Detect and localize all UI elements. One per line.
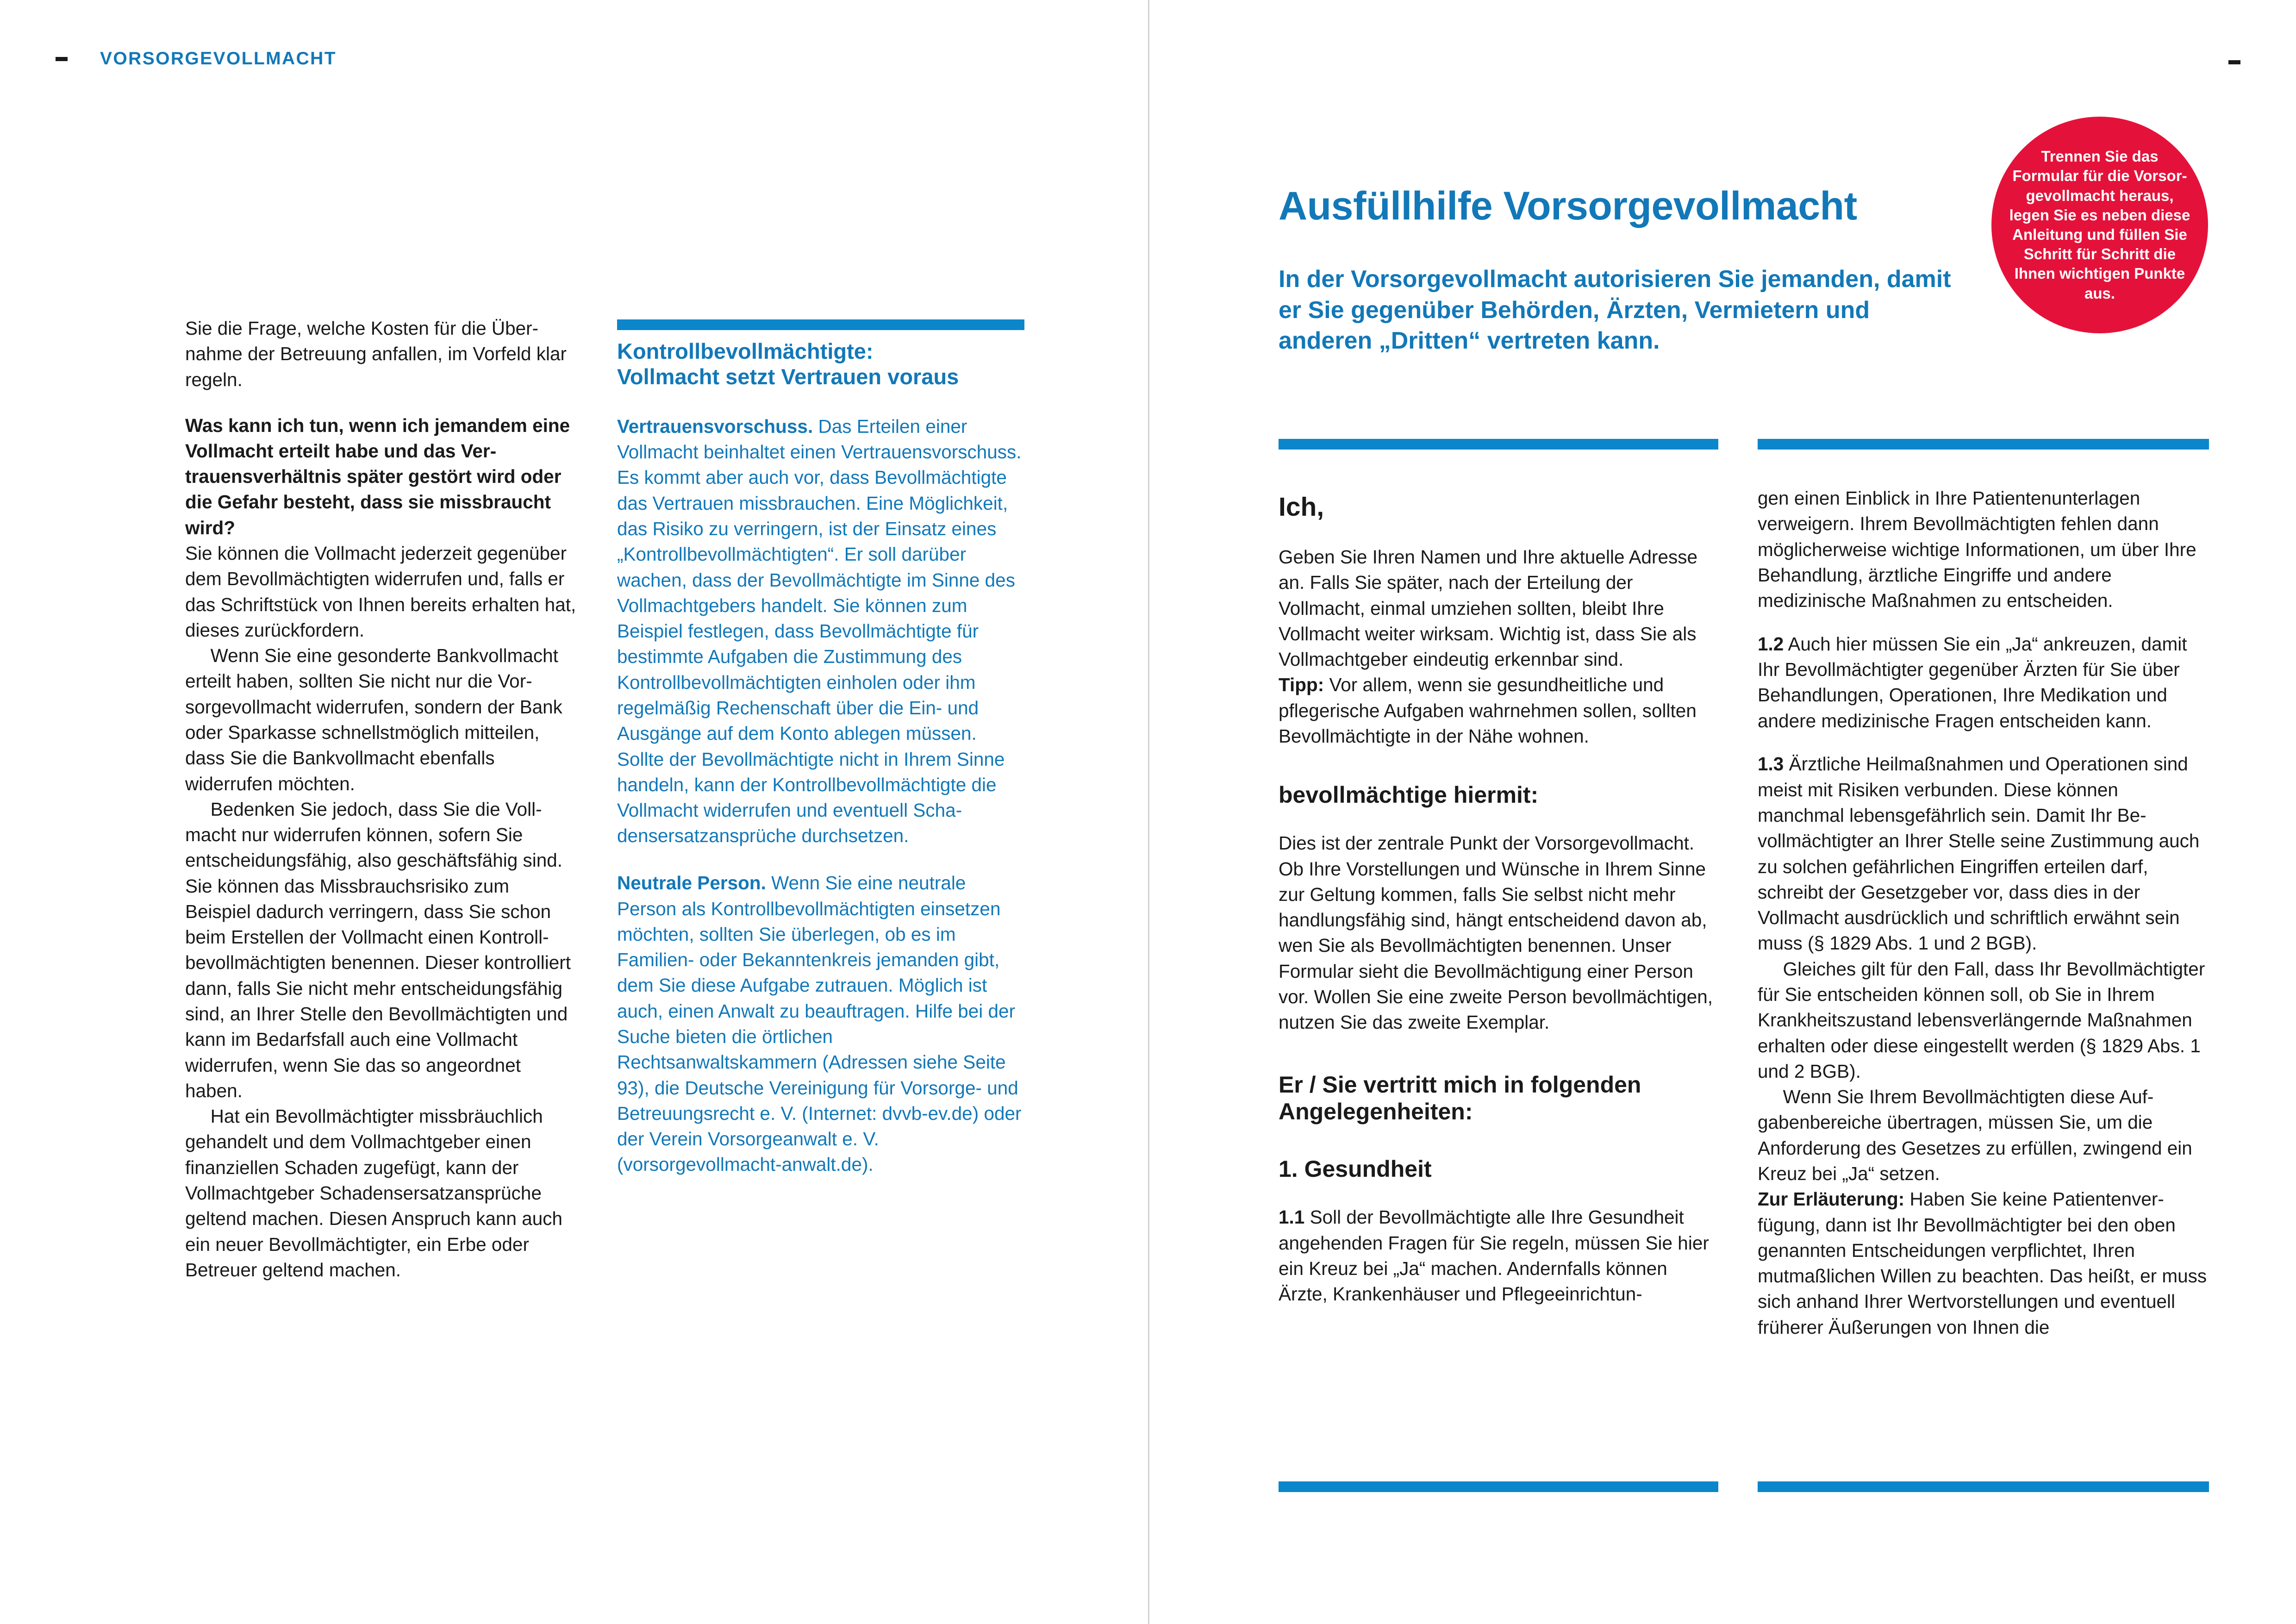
tipp-label: Tipp: [1279,674,1324,696]
section-heading-line-2: Vollmacht setzt Vertrauen voraus [617,364,959,389]
page-deck: In der Vorsorgevollmacht autorisieren Sie jemanden, damit er Sie gegenüber Behörden, Ärzten, Vermietern und anderen „Dritten“ vertreten kann. [1279,266,1951,355]
section-heading [617,338,1024,390]
item-number: 1.1 [1279,1206,1305,1228]
right-column-3 [1279,439,1718,1307]
paragraph: Wenn Sie Ihrem Bevollmächtigten diese Aufgabenbereiche übertragen, müssen Sie, um die Anforderung des Gesetzes zu erfüllen, zwingend ein Kreuz bei „Ja“ setzen. [1758,1086,2192,1184]
run-in-label: Neutrale Person. [617,872,766,894]
form-field-heading-bevollmaechtige: bevollmächtige hiermit: [1279,782,1539,808]
blue-paragraph-vertrauensvorschuss [617,414,1024,849]
left-column-2 [617,319,1024,1178]
tipp-paragraph [1279,672,1718,749]
question-heading: Was kann ich tun, wenn ich jemandem eine Vollmacht erteilt habe und das Vertrauensverhältnis später gestört wird oder die Gefahr besteht, dass sie missbraucht wird? [185,414,570,538]
run-in-text: Wenn Sie eine neutrale Person als Kontrollbevollmächtigten einsetzen möchten, sollten Sie überlegen, ob es im Familien- oder Bekanntenkreis jemanden gibt, dem Sie diese Aufgabe zutrauen. Möglich ist auch, einen Anwalt zu beauftragen. Hilfe bei der Suche bieten die örtlichen Rechtsanwaltskammern (Adressen siehe Seite 93), die Deutsche Vereinigung für Vorsorge- und Betreuungsrecht e. V. (Internet: dvvb-ev.de) oder der Verein Vorsorgeanwalt e. V. (vorsorgevollmacht-anwalt.de). [617,872,1022,1175]
left-column-1 [185,316,576,1283]
right-column-4 [1758,439,2209,1340]
form-item-1-1 [1279,1205,1718,1307]
paragraph-continued: gen einen Einblick in Ihre Patientenunterlagen verweigern. Ihrem Bevollmächtigten fehlen dann möglicherweise wichtige Informationen, um über Ihre Behandlung, ärztliche Eingriffe und andere medizinische Maßnahmen zu entscheiden. [1758,487,2196,612]
paragraph: Geben Sie Ihren Namen und Ihre aktuelle Adresse an. Falls Sie später, nach der Erteilung der Vollmacht, einmal umziehen sollten, bleibt Ihre Vollmacht weiter wirksam. Wichtig ist, dass Sie als Vollmachtgeber eindeutig erkennbar sind. [1279,546,1698,670]
form-field-heading-vertritt [1279,1071,1718,1125]
paragraph-spacer [1758,734,2209,751]
page-title: Ausfüllhilfe Vorsorgevollmacht [1279,184,1857,228]
page-gutter-divider [1148,0,1149,1624]
form-field-heading-ich: Ich, [1279,492,1324,522]
column-4-body [1758,486,2209,1340]
column-rule-bottom-left [1279,1481,1718,1492]
form-item-1-3 [1758,751,2209,956]
item-text: Ärztliche Heilmaßnahmen und Operationen sind meist mit Risiken verbunden. Diese können manchmal lebensgefährlich sein. Damit Ihr Bevollmächtigter an Ihrer Stelle seine Zustimmung auch zu solchen gefährlichen Eingriffen erteilen darf, schreibt der Gesetzgeber vor, dass dies in der Vollmacht ausdrücklich und schriftlich erwähnt sein muss (§ 1829 Abs. 1 und 2 BGB). [1758,753,2200,954]
run-in-text: Das Erteilen einer Vollmacht beinhaltet einen Vertrauensvorschuss. Es kommt aber auch vor, dass Bevollmächtigte das Vertrauen missbrauchen. Eine Möglichkeit, das Risiko zu verringern, ist der Einsatz eines „Kontrollbevollmächtigten“. Er soll darüber wachen, dass der Bevollmächtigte im Sinne des Vollmachtgebers handelt. Sie können zum Beispiel festlegen, dass Bevollmächtigte für bestimmte Aufgaben die Zustimmung des Kontrollbevollmächtigten einholen oder ihm regelmäßig Rechenschaft über die Ein- und Ausgänge auf dem Konto ablegen müssen. Sollte der Bevollmächtigte nicht in Ihrem Sinne handeln, kann der Kontrollbevollmächtigte die Vollmacht widerrufen und eventuell Schadensersatzansprüche durchsetzen. [617,415,1022,847]
erlaeuterung-paragraph [1758,1187,2209,1340]
section-heading-line-1: Kontrollbevollmächtigte: [617,339,873,363]
paragraph: Dies ist der zentrale Punkt der Vorsorgevollmacht. Ob Ihre Vorstellungen und Wünsche in Ihrem Sinne zur Geltung kommen, falls Sie selbst nicht mehr handlungsfähig sind, hängt entscheidend davon ab, wen Sie als Bevollmächtigten benennen. Unser Formular sieht die Bevollmächtigung einer Person vor. Wollen Sie eine zweite Person bevollmächtigen, nutzen Sie das zweite Exemplar. [1279,832,1713,1033]
run-in-label: Vertrauensvorschuss. [617,415,813,437]
form-field-body-ich [1279,544,1718,749]
paragraph: Hat ein Bevollmächtigter missbräuchlich gehandelt und dem Vollmachtgeber einen finanziellen Schaden zugefügt, kann der Vollmachtgeber Schadensersatzansprüche geltend machen. Diesen Anspruch kann auch ein neuer Bevollmächtigter, ein Erbe oder Betreuer geltend machen. [185,1106,563,1280]
erlaeuterung-label: Zur Erläuterung: [1758,1188,1905,1210]
paragraph: Gleiches gilt für den Fall, dass Ihr Bevollmächtigter für Sie entscheiden können soll, ob Sie in Ihrem Krankheitszustand lebensverlängernde Maßnahmen erhalten oder diese eingestellt werden (§ 1829 Abs. 1 und 2 BGB). [1758,958,2205,1082]
column-rule-top [1279,439,1718,450]
paragraph-spacer [617,849,1024,871]
paragraph-spacer [1758,613,2209,631]
section-spacer [1279,1125,1718,1156]
section-body [617,414,1024,1178]
paragraph [1279,1205,1718,1307]
item-number: 1.3 [1758,753,1784,775]
form-section-heading-gesundheit: 1. Gesundheit [1279,1156,1432,1182]
running-header-title: VORSORGEVOLLMACHT [100,49,337,69]
section-rule-top [617,319,1024,330]
column-rule-bottom-right [1758,1481,2209,1492]
item-text: Auch hier müssen Sie ein „Ja“ ankreuzen, damit Ihr Bevollmächtigter gegenüber Ärzten für Sie über Behandlungen, Operationen, Ihre Medikation und andere medizinische Fragen entscheiden kann. [1758,633,2187,731]
erlaeuterung-text: Haben Sie keine Patientenverfügung, dann ist Ihr Bevollmächtigter bei den oben genannten Entscheidungen verpflichtet, Ihren mutmaßlichen Willen zu beachten. Das heißt, er muss sich anhand Ihrer Wertvorstellungen und eventuell früherer Äußerungen von Ihnen die [1758,1188,2207,1338]
form-item-1-2 [1758,631,2209,734]
rule-spacer [1279,450,1718,492]
heading-line-2: Angelegenheiten: [1279,1099,1473,1125]
folio-dash-right-icon [2228,60,2240,64]
item-text: Soll der Bevollmächtigte alle Ihre Gesundheit angehenden Fragen für Sie regeln, müssen Sie hier ein Kreuz bei „Ja“ machen. Andernfalls können Ärzte, Krankenhäuser und Pflegeeinrichtun- [1279,1206,1709,1305]
callout-sticker-text: Trennen Sie das Formular für die Vorsorgevollmacht heraus, legen Sie es neben diese Anleitung und füllen Sie Schritt für Schritt die Ihnen wichtigen Punkte aus. [2009,148,2190,302]
heading-line-1: Er / Sie vertritt mich in folgenden [1279,1072,1641,1098]
continued-paragraph: Sie die Frage, welche Kosten für die Übernahme der Betreuung anfallen, im Vorfeld klar regeln. [185,318,567,390]
rule-spacer [1758,450,2209,486]
paragraph: Sie können die Vollmacht jederzeit gegenüber dem Bevollmächtigten widerrufen und, falls er das Schriftstück von Ihnen bereits erhalten hat, dieses zurückfordern. [185,542,576,641]
column-rule-top [1758,439,2209,450]
item-number: 1.2 [1758,633,1784,655]
folio-dash-icon [56,57,68,61]
tipp-text: Vor allem, wenn sie gesundheitliche und pflegerische Aufgaben wahrnehmen sollen, sollten Bevollmächtigte in der Nähe wohnen. [1279,674,1697,747]
blue-paragraph-neutrale-person [617,870,1024,1177]
running-header [56,49,337,69]
form-field-body-bevollmaechtige [1279,831,1718,1035]
callout-sticker [1991,117,2208,333]
paragraph: Wenn Sie eine gesonderte Bankvollmacht erteilt haben, sollten Sie nicht nur die Vorsorgevollmacht widerrufen, sondern der Bank oder Sparkasse schnellstmöglich mitteilen, dass Sie die Bankvollmacht ebenfalls widerrufen möchten. [185,645,562,794]
section-spacer [1279,749,1718,781]
paragraph: Bedenken Sie jedoch, dass Sie die Vollmacht nur widerrufen können, sofern Sie entscheidungsfähig, also geschäftsfähig sind. Sie können das Missbrauchsrisiko zum Beispiel dadurch verringern, dass Sie schon beim Erstellen der Vollmacht einen Kontrollbevollmächtigten benennen. Dieser kontrolliert dann, falls Sie nicht mehr entscheidungsfähig sind, an Ihrer Stelle den Bevollmächtigten und kann im Bedarfsfall auch eine Vollmacht widerrufen, wenn Sie das so angeordnet haben. [185,798,571,1101]
section-spacer [1279,1035,1718,1071]
